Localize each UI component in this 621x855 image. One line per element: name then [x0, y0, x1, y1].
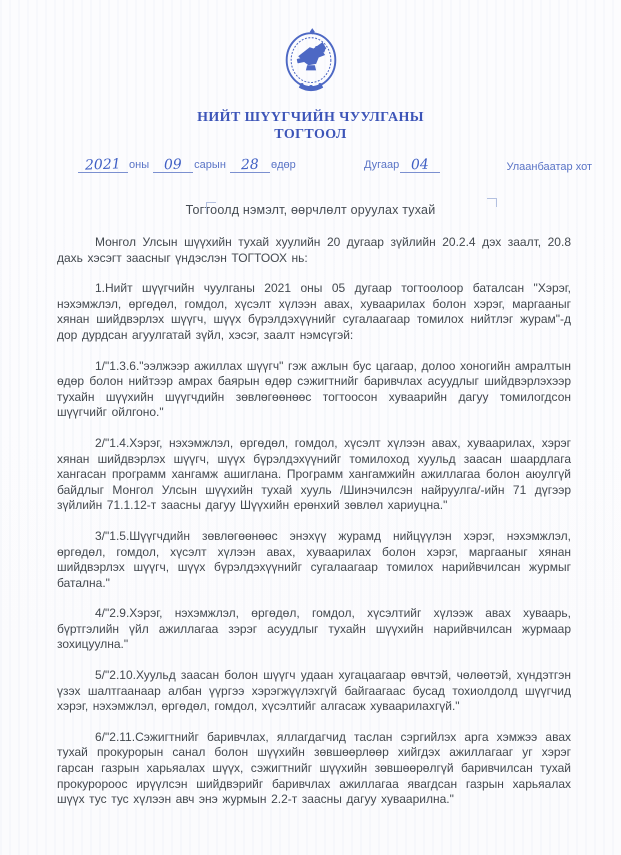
date-fields: [78, 156, 297, 173]
number-handwritten-value: 04: [411, 156, 430, 174]
document-number-field: [363, 156, 440, 173]
month-handwritten-value: 09: [163, 156, 183, 174]
number-label: Дугаар: [363, 159, 400, 171]
organisation-title-line1: НИЙТ ШҮҮГЧИЙН ЧУУЛГАНЫ: [197, 110, 424, 125]
paragraph-clause-1: 1.Нийт шүүгчийн чуулганы 2021 оны 05 дугаар тогтоолоор баталсан "Хэрэг, нэхэмжлэл, өргөдөл, гомдол, хүсэлт хүлээн авах, хуваарилах болон хэрэг, маргааныг хянан шийдвэрлэх шүүгч, шүүх бүрэлдэхүүнийг сугалаагаар томилох нийтлэг журам"-д дор дурдсан агуулгатай зүйл, хэсэг, заалт нэмсүгэй:: [57, 281, 571, 342]
corner-mark-right-icon: [487, 198, 497, 207]
document-body: [57, 235, 571, 823]
paragraph-item-3: 3/"1.5.Шүүгчдийн зөвлөгөөнөөс энэхүү журамд нийцүүлэн хэрэг, нэхэмжлэл, өргөдөл, гомдол, хүсэлт хүлээн авах, хуваарилах болон хэрэг, маргааныг хянан шийдвэрлэх шүүгч, шүүх бүрэлдэхүүнийг сугалаагаар томилох нарийвчилсан журмыг батална.": [57, 528, 571, 590]
number-blank: [400, 156, 440, 173]
paragraph-preamble: Монгол Улсын шүүхийн тухай хуулийн 20 дугаар зүйлийн 20.2.4 дэх заалт, 20.8 дахь хэсэгт заасныг үндэслэн ТОГТООХ нь:: [57, 235, 571, 265]
day-label: өдөр: [270, 159, 296, 171]
state-emblem-icon: [279, 28, 343, 96]
paragraph-item-5: 5/"2.10.Хуульд заасан болон шүүгч удаан хугацаагаар өвчтэй, чөлөөтэй, хүндэтгэн үзэх шалтгаанаар албан үүргээ хэрэгжүүлэхгүй байгаагаас бусад тохиолдолд шүүгчид хэрэг, нэхэмжлэл, өргөдөл, гомдол, хүсэлтийг алгасаж хуваарилахгүй.": [57, 668, 571, 714]
document-title-row: [0, 201, 621, 225]
day-handwritten-value: 28: [240, 156, 260, 174]
year-blank: [78, 156, 128, 173]
document-header: [0, 28, 621, 143]
month-label: сарын: [194, 159, 226, 171]
day-blank: [230, 156, 270, 173]
organisation-title-line2: ТОГТООЛ: [274, 127, 347, 142]
month-blank: [153, 156, 193, 173]
document-title: Тогтоолд нэмэлт, өөрчлөлт оруулах тухай: [185, 203, 436, 217]
organisation-title: [0, 109, 621, 143]
date-number-row: [78, 156, 592, 173]
year-label: оны: [129, 159, 150, 171]
year-handwritten-value: 2021: [84, 156, 122, 174]
paragraph-item-1: 1/"1.3.6."ээлжээр ажиллах шүүгч" гэж ажлын бус цагаар, долоо хоногийн амралтын өдөр болон нийтээр амрах баярын өдөр сэжигтнийг баривчлах асуудлыг шийдвэрлэхээр тухайн шүүхийн шүүгчдийн зөвлөгөөнөөс тогтоосон хуваарийн дагуу томилогдсон шүүгчийг ойлгоно.": [57, 358, 571, 420]
corner-mark-left-icon: [206, 202, 216, 211]
paragraph-item-6: 6/"2.11.Сэжигтнийг баривчлах, яллагдагчид таслан сэргийлэх арга хэмжээ авах тухай прокурорын санал болон шүүхийн зөвшөөрлөөр хийгдэх ажиллагааг уг хэрэг гарсан газрын харьяалах шүүх, сэжигтнийг шүүхийн зөвшөөрөлгүй баривчилсан тухай прокуророос ирүүлсэн шийдвэрийг баривчлах ажиллагаа явагдсан газрын харьяалах шүүх тус тус хүлээн авч энэ журмын 2.2-т заасны дагуу хуваарилна.": [57, 729, 571, 807]
paragraph-item-2: 2/"1.4.Хэрэг, нэхэмжлэл, өргөдөл, гомдол, хүсэлт хүлээн авах, хуваарилах, хэрэг хянан шийдвэрлэх шүүгч, шүүх бүрэлдэхүүнийг томилоход хуульд заасан шаардлага хангасан программ хангамж ашиглана. Программ хангамжийн ажиллагаа болон аюулгүй байдлыг Монгол Улсын шүүхийн тухай хууль /Шинэчилсэн найруулга/-ийн 71 дүгээр зүйлийн 71.1.12-т заасны дагуу Шүүхийн ерөнхий зөвлөл хариуцна.": [57, 435, 571, 513]
city-label: Улаанбаатар хот: [506, 161, 592, 173]
paragraph-item-4: 4/"2.9.Хэрэг, нэхэмжлэл, өргөдөл, гомдол, хүсэлтийг хүлээж авах хуваарь, бүртгэлийн үйл ажиллагаа зэрэг асуудлыг тухайн шүүхийн нарийвчилсан журмаар зохицуулна.": [57, 606, 571, 652]
